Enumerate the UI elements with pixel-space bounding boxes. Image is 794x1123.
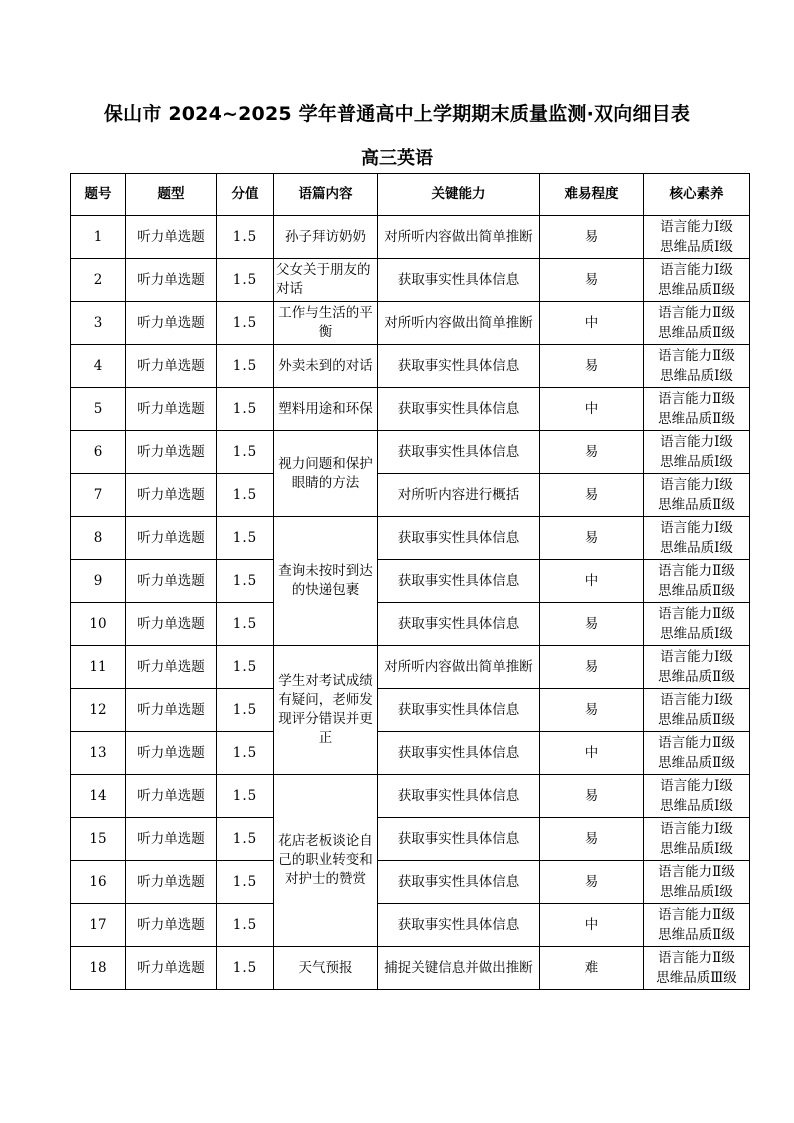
language-ability-level: 语言能力Ⅰ级 xyxy=(660,649,733,665)
question-number: 10 xyxy=(71,603,126,646)
passage-content: 塑料用途和环保 xyxy=(274,388,378,431)
thinking-quality-level: 思维品质Ⅱ级 xyxy=(658,755,735,771)
question-score: 1.5 xyxy=(217,904,274,947)
key-ability: 对所听内容做出简单推断 xyxy=(378,302,540,345)
table-row xyxy=(71,302,750,345)
thinking-quality-level: 思维品质Ⅰ级 xyxy=(660,454,733,470)
difficulty: 中 xyxy=(540,904,644,947)
difficulty: 难 xyxy=(540,947,644,990)
question-type: 听力单选题 xyxy=(126,259,217,302)
language-ability-level: 语言能力Ⅱ级 xyxy=(658,907,735,923)
question-type: 听力单选题 xyxy=(126,302,217,345)
question-type: 听力单选题 xyxy=(126,947,217,990)
page-subtitle: 高三英语 xyxy=(361,148,433,169)
question-score: 1.5 xyxy=(217,259,274,302)
table-row xyxy=(71,603,750,646)
key-ability: 获取事实性具体信息 xyxy=(378,732,540,775)
question-type: 听力单选题 xyxy=(126,646,217,689)
key-ability: 获取事实性具体信息 xyxy=(378,345,540,388)
key-ability: 获取事实性具体信息 xyxy=(378,388,540,431)
core-literacy xyxy=(644,216,750,259)
language-ability-level: 语言能力Ⅱ级 xyxy=(658,864,735,880)
question-number: 2 xyxy=(71,259,126,302)
key-ability: 捕捉关键信息并做出推断 xyxy=(378,947,540,990)
language-ability-level: 语言能力Ⅰ级 xyxy=(660,821,733,837)
key-ability: 获取事实性具体信息 xyxy=(378,775,540,818)
question-type: 听力单选题 xyxy=(126,517,217,560)
table-row xyxy=(71,775,750,818)
core-literacy xyxy=(644,259,750,302)
difficulty: 易 xyxy=(540,216,644,259)
table-row xyxy=(71,216,750,259)
core-literacy xyxy=(644,775,750,818)
core-literacy xyxy=(644,431,750,474)
core-literacy xyxy=(644,474,750,517)
passage-content: 外卖未到的对话 xyxy=(274,345,378,388)
thinking-quality-level: 思维品质Ⅰ级 xyxy=(660,540,733,556)
language-ability-level: 语言能力Ⅰ级 xyxy=(660,520,733,536)
language-ability-level: 语言能力Ⅰ级 xyxy=(660,434,733,450)
thinking-quality-level: 思维品质Ⅱ级 xyxy=(658,497,735,513)
key-ability: 对所听内容做出简单推断 xyxy=(378,216,540,259)
header-type: 题型 xyxy=(126,174,217,216)
question-number: 1 xyxy=(71,216,126,259)
question-number: 4 xyxy=(71,345,126,388)
table-row xyxy=(71,345,750,388)
key-ability: 获取事实性具体信息 xyxy=(378,259,540,302)
difficulty: 易 xyxy=(540,603,644,646)
question-score: 1.5 xyxy=(217,861,274,904)
passage-content: 花店老板谈论自己的职业转变和对护士的赞赏 xyxy=(274,775,378,947)
question-number: 12 xyxy=(71,689,126,732)
question-type: 听力单选题 xyxy=(126,474,217,517)
question-score: 1.5 xyxy=(217,947,274,990)
question-score: 1.5 xyxy=(217,216,274,259)
question-type: 听力单选题 xyxy=(126,861,217,904)
passage-content: 天气预报 xyxy=(274,947,378,990)
question-type: 听力单选题 xyxy=(126,689,217,732)
table-row xyxy=(71,474,750,517)
question-score: 1.5 xyxy=(217,388,274,431)
thinking-quality-level: 思维品质Ⅱ级 xyxy=(658,927,735,943)
key-ability: 对所听内容进行概括 xyxy=(378,474,540,517)
key-ability: 获取事实性具体信息 xyxy=(378,603,540,646)
language-ability-level: 语言能力Ⅱ级 xyxy=(658,348,735,364)
page-title: 保山市 2024~2025 学年普通高中上学期期末质量监测·双向细目表 xyxy=(103,103,691,125)
thinking-quality-level: 思维品质Ⅰ级 xyxy=(660,841,733,857)
language-ability-level: 语言能力Ⅰ级 xyxy=(660,219,733,235)
core-literacy xyxy=(644,388,750,431)
header-difficulty: 难易程度 xyxy=(540,174,644,216)
table-row xyxy=(71,947,750,990)
language-ability-level: 语言能力Ⅱ级 xyxy=(658,606,735,622)
table-row xyxy=(71,517,750,560)
question-type: 听力单选题 xyxy=(126,388,217,431)
passage-content: 孙子拜访奶奶 xyxy=(274,216,378,259)
difficulty: 易 xyxy=(540,818,644,861)
question-number: 6 xyxy=(71,431,126,474)
difficulty: 易 xyxy=(540,474,644,517)
core-literacy xyxy=(644,904,750,947)
question-type: 听力单选题 xyxy=(126,732,217,775)
difficulty: 易 xyxy=(540,517,644,560)
difficulty: 中 xyxy=(540,388,644,431)
header-ability: 关键能力 xyxy=(378,174,540,216)
thinking-quality-level: 思维品质Ⅰ级 xyxy=(660,368,733,384)
question-number: 14 xyxy=(71,775,126,818)
key-ability: 获取事实性具体信息 xyxy=(378,689,540,732)
thinking-quality-level: 思维品质Ⅰ级 xyxy=(660,239,733,255)
table-row xyxy=(71,646,750,689)
question-number: 7 xyxy=(71,474,126,517)
question-number: 9 xyxy=(71,560,126,603)
difficulty: 中 xyxy=(540,732,644,775)
question-score: 1.5 xyxy=(217,517,274,560)
question-number: 11 xyxy=(71,646,126,689)
question-score: 1.5 xyxy=(217,732,274,775)
core-literacy xyxy=(644,818,750,861)
core-literacy xyxy=(644,302,750,345)
question-number: 16 xyxy=(71,861,126,904)
key-ability: 获取事实性具体信息 xyxy=(378,904,540,947)
core-literacy xyxy=(644,517,750,560)
question-score: 1.5 xyxy=(217,474,274,517)
question-type: 听力单选题 xyxy=(126,904,217,947)
thinking-quality-level: 思维品质Ⅰ级 xyxy=(660,798,733,814)
difficulty: 易 xyxy=(540,646,644,689)
question-type: 听力单选题 xyxy=(126,560,217,603)
key-ability: 获取事实性具体信息 xyxy=(378,818,540,861)
core-literacy xyxy=(644,603,750,646)
table-row xyxy=(71,732,750,775)
key-ability: 获取事实性具体信息 xyxy=(378,861,540,904)
core-literacy xyxy=(644,345,750,388)
thinking-quality-level: 思维品质Ⅱ级 xyxy=(658,712,735,728)
header-core-literacy: 核心素养 xyxy=(644,174,750,216)
core-literacy xyxy=(644,560,750,603)
language-ability-level: 语言能力Ⅰ级 xyxy=(660,778,733,794)
table-row xyxy=(71,560,750,603)
question-number: 17 xyxy=(71,904,126,947)
table-row xyxy=(71,388,750,431)
question-score: 1.5 xyxy=(217,775,274,818)
question-number: 13 xyxy=(71,732,126,775)
table-row xyxy=(71,259,750,302)
difficulty: 易 xyxy=(540,775,644,818)
question-score: 1.5 xyxy=(217,345,274,388)
question-number: 3 xyxy=(71,302,126,345)
thinking-quality-level: 思维品质Ⅱ级 xyxy=(658,282,735,298)
thinking-quality-level: 思维品质Ⅱ级 xyxy=(658,325,735,341)
core-literacy xyxy=(644,646,750,689)
difficulty: 易 xyxy=(540,689,644,732)
question-score: 1.5 xyxy=(217,302,274,345)
table-row xyxy=(71,904,750,947)
header-passage: 语篇内容 xyxy=(274,174,378,216)
header-score: 分值 xyxy=(217,174,274,216)
table-row xyxy=(71,689,750,732)
difficulty: 中 xyxy=(540,560,644,603)
question-score: 1.5 xyxy=(217,818,274,861)
key-ability: 获取事实性具体信息 xyxy=(378,431,540,474)
question-score: 1.5 xyxy=(217,603,274,646)
question-score: 1.5 xyxy=(217,431,274,474)
difficulty: 易 xyxy=(540,345,644,388)
key-ability: 对所听内容做出简单推断 xyxy=(378,646,540,689)
table-row xyxy=(71,431,750,474)
thinking-quality-level: 思维品质Ⅰ级 xyxy=(660,626,733,642)
header-number: 题号 xyxy=(71,174,126,216)
question-score: 1.5 xyxy=(217,689,274,732)
thinking-quality-level: 思维品质Ⅲ级 xyxy=(656,970,737,986)
core-literacy xyxy=(644,689,750,732)
passage-content: 学生对考试成绩有疑问，老师发现评分错误并更正 xyxy=(274,646,378,775)
language-ability-level: 语言能力Ⅱ级 xyxy=(658,391,735,407)
difficulty: 易 xyxy=(540,259,644,302)
passage-content: 父女关于朋友的对话 xyxy=(274,259,378,302)
question-number: 18 xyxy=(71,947,126,990)
key-ability: 获取事实性具体信息 xyxy=(378,517,540,560)
question-type: 听力单选题 xyxy=(126,775,217,818)
question-number: 5 xyxy=(71,388,126,431)
question-number: 15 xyxy=(71,818,126,861)
table-row xyxy=(71,818,750,861)
language-ability-level: 语言能力Ⅱ级 xyxy=(658,950,735,966)
table-header-row xyxy=(71,174,750,216)
question-type: 听力单选题 xyxy=(126,818,217,861)
thinking-quality-level: 思维品质Ⅱ级 xyxy=(658,669,735,685)
specification-table xyxy=(70,173,750,990)
thinking-quality-level: 思维品质Ⅱ级 xyxy=(658,411,735,427)
core-literacy xyxy=(644,732,750,775)
question-score: 1.5 xyxy=(217,646,274,689)
core-literacy xyxy=(644,947,750,990)
question-number: 8 xyxy=(71,517,126,560)
language-ability-level: 语言能力Ⅰ级 xyxy=(660,262,733,278)
passage-content: 查询未按时到达的快递包裹 xyxy=(274,517,378,646)
question-type: 听力单选题 xyxy=(126,431,217,474)
language-ability-level: 语言能力Ⅰ级 xyxy=(660,692,733,708)
difficulty: 易 xyxy=(540,861,644,904)
language-ability-level: 语言能力Ⅱ级 xyxy=(658,305,735,321)
passage-content: 工作与生活的平衡 xyxy=(274,302,378,345)
question-type: 听力单选题 xyxy=(126,603,217,646)
language-ability-level: 语言能力Ⅰ级 xyxy=(660,477,733,493)
table-row xyxy=(71,861,750,904)
language-ability-level: 语言能力Ⅱ级 xyxy=(658,735,735,751)
key-ability: 获取事实性具体信息 xyxy=(378,560,540,603)
thinking-quality-level: 思维品质Ⅱ级 xyxy=(658,583,735,599)
question-type: 听力单选题 xyxy=(126,216,217,259)
difficulty: 中 xyxy=(540,302,644,345)
language-ability-level: 语言能力Ⅱ级 xyxy=(658,563,735,579)
question-type: 听力单选题 xyxy=(126,345,217,388)
difficulty: 易 xyxy=(540,431,644,474)
question-score: 1.5 xyxy=(217,560,274,603)
passage-content: 视力问题和保护眼睛的方法 xyxy=(274,431,378,517)
core-literacy xyxy=(644,861,750,904)
thinking-quality-level: 思维品质Ⅰ级 xyxy=(660,884,733,900)
